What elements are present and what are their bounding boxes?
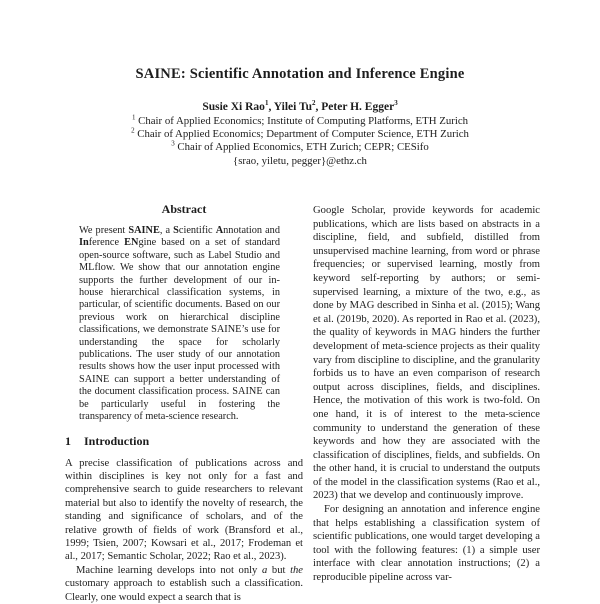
abstract-text: We present SAINE, a Scientific Annotation and Inference ENgine based on a set of standard open-source software, such as Label Studio and MLflow. We show that our annotation engine supports the further development of our in-house hierarchical classification systems, in particular, of scientific documents. Based on our previous work on hierarchical discipline classifications, we demonstrate SAINE’s use for understanding the space for scholarly publications. The user study of our annotation results shows how the user input processed with SAINE can support a better understanding of the document classification process. SAINE can be particularly useful in fostering the transparency of meta-science research. — [79, 225, 280, 423]
abstract-heading: Abstract — [161, 202, 207, 216]
authors-line: Susie Xi Rao$^1$, Yilei Tu$^2$, Peter H. Egger$^3$ — [202, 99, 398, 113]
right-paragraph-2: For designing an annotation and inference engine that helps establishing a classification system of scientific publications, one would target developing a tool with the following features: (1) a simple user interface with clear annotation instructions; (2) a reproducible pipeline across var- — [313, 504, 540, 584]
email-line: {srao, yiletu, pegger}@ethz.ch — [233, 154, 367, 167]
affiliation-line-2: $^2$ Chair of Applied Economics; Department of Computer Science, ETH Zurich — [131, 126, 469, 141]
left-column — [65, 202, 303, 604]
section-heading-introduction — [65, 434, 303, 449]
right-paragraph-1: Google Scholar, provide keywords for academic publications, which are lists based on abstracts in a discipline, field, and subfield, distilled from unsupervised machine learning, from word or phrase frequencies; or supervised learning, mostly from keyword self-reporting by authors; or semi-supervised learning, a mixture of the two, e.g., as done by MAG described in Sinha et al. (2015); Wang et al. (2019b, 2020). As reported in Rao et al. (2023), the quality of keywords in MAG hinders the further development of meta-science projects as their quality vary from discipline to discipline, and the granularity forbids us to have an even comparison of research output across disciplines, fields, and disciplines. Hence, the motivation of this work is two-fold. On one hand, it is of interest to the meta-science community to understand the generation of these keywords and how they are associated with the classification of disciplines, fields, and subfields. On the other hand, it is crucial to understand the outputs of the model in the classification systems (Rao et al., 2023) that we develop and continuously improve. — [313, 205, 540, 502]
affiliation-line-3: $^3$ Chair of Applied Economics, ETH Zurich; CEPR; CESifo — [171, 139, 429, 154]
right-column — [313, 204, 540, 585]
section-number: 1 — [65, 433, 71, 448]
intro-paragraph-1: A precise classification of publications across and within disciplines is key not only for a fast and comprehensive search to guide researchers to relevant material but also to identify the novelty of research, the standing and significance of scholars, and of the relative growth of fields of work (Bransford et al., 1999; Tsien, 2007; Kowsari et al., 2017; Frodeman et al., 2017; Semantic Scholar, 2022; Rao et al., 2023). — [65, 457, 303, 563]
affiliation-line-1: $^1$ Chair of Applied Economics; Institute of Computing Platforms, ETH Zurich — [131, 113, 469, 127]
section-title: Introduction — [84, 433, 150, 448]
paper-title: SAINE: Scientific Annotation and Inference Engine — [135, 66, 465, 82]
author-block — [0, 100, 600, 168]
intro-paragraph-2: Machine learning develops into not only a but the customary approach to establish such a classification. Clearly, one would expect a search that is — [65, 564, 304, 603]
